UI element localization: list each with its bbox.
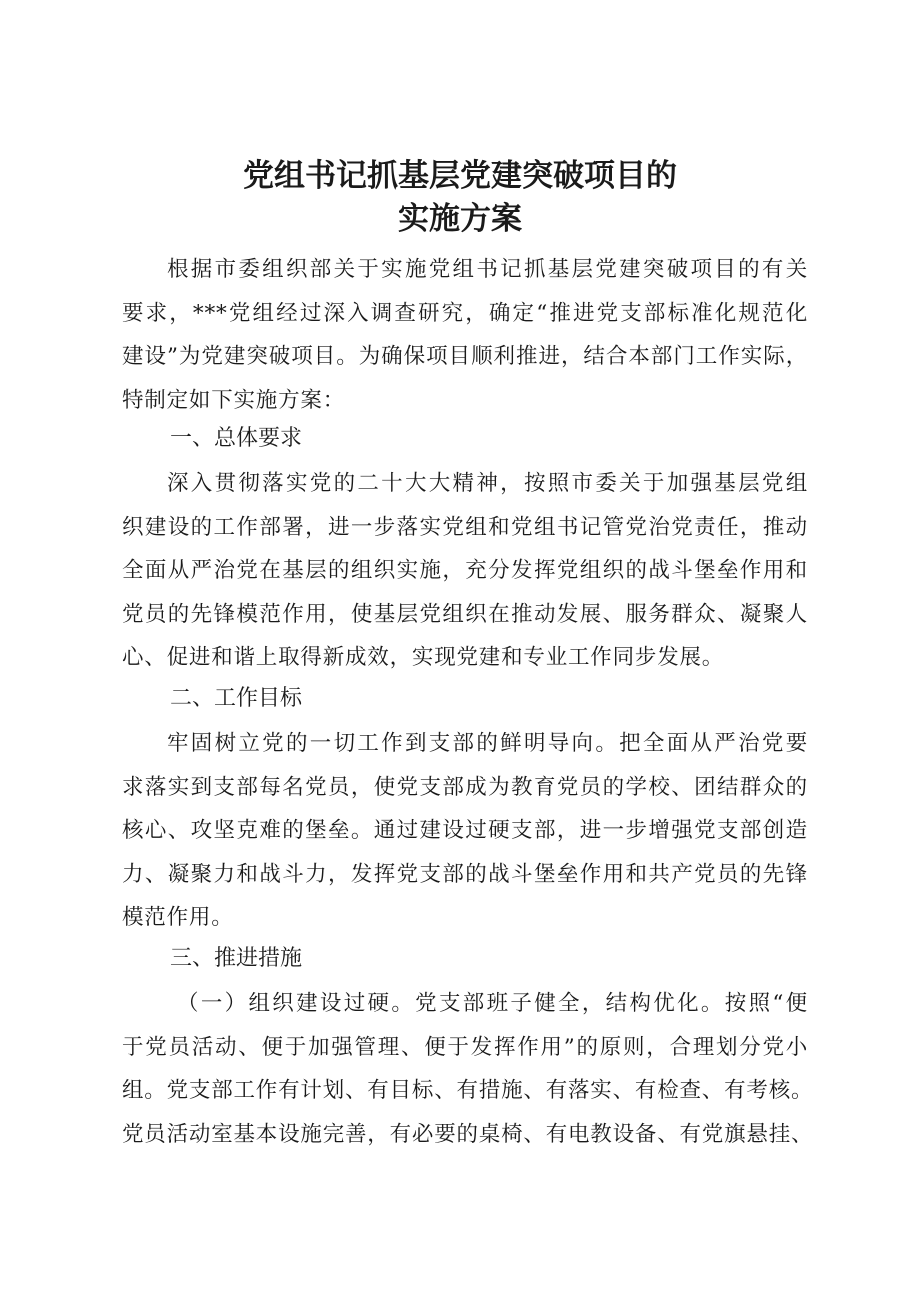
paragraph-line: 组。党支部工作有计划、有目标、有措施、有落实、有检查、有考核。 bbox=[122, 1078, 814, 1104]
paragraph-line: 全面从严治党在基层的组织实施，充分发挥党组织的战斗堡垒作用和 bbox=[122, 558, 808, 584]
paragraph-line: 特制定如下实施方案： bbox=[122, 387, 346, 413]
paragraph-line: 根据市委组织部关于实施党组书记抓基层党建突破项目的有关 bbox=[167, 257, 808, 282]
paragraph-line: 心、促进和谐上取得新成效，实现党建和专业工作同步发展。 bbox=[122, 645, 725, 671]
section3-paragraph bbox=[122, 982, 814, 1156]
paragraph-line: 织建设的工作部署，进一步落实党组和党组书记管党治党责任，推动 bbox=[122, 514, 808, 540]
intro-paragraph bbox=[122, 248, 808, 422]
paragraph-line: 核心、攻坚克难的堡垒。通过建设过硬支部，进一步增强党支部创造 bbox=[122, 818, 808, 844]
paragraph-line: 模范作用。 bbox=[122, 905, 234, 931]
paragraph-line: （一）组织建设过硬。党支部班子健全，结构优化。按照“便 bbox=[177, 991, 808, 1016]
section1-paragraph bbox=[122, 462, 808, 680]
paragraph-line: 建设”为党建突破项目。为确保项目顺利推进，结合本部门工作实际， bbox=[122, 344, 808, 370]
section-heading-1: 一、总体要求 bbox=[170, 426, 303, 451]
paragraph-line: 党员的先锋模范作用，使基层党组织在推动发展、服务群众、凝聚人 bbox=[122, 601, 808, 627]
paragraph-line: 于党员活动、便于加强管理、便于发挥作用”的原则，合理划分党小 bbox=[122, 1034, 808, 1060]
section-heading-2: 二、工作目标 bbox=[170, 686, 303, 711]
section-heading-3: 三、推进措施 bbox=[170, 946, 303, 971]
paragraph-line: 要求，***党组经过深入调查研究，确定“推进党支部标准化规范化 bbox=[122, 300, 808, 326]
document-title-line1: 党组书记抓基层党建突破项目的 bbox=[243, 158, 677, 194]
paragraph-line: 求落实到支部每名党员，使党支部成为教育党员的学校、团结群众的 bbox=[122, 774, 808, 800]
paragraph-line: 力、凝聚力和战斗力，发挥党支部的战斗堡垒作用和共产党员的先锋 bbox=[122, 861, 808, 887]
document-title-line2: 实施方案 bbox=[398, 201, 522, 237]
section2-paragraph bbox=[122, 722, 808, 940]
paragraph-line: 深入贯彻落实党的二十大大精神，按照市委关于加强基层党组 bbox=[167, 471, 808, 496]
paragraph-line: 牢固树立党的一切工作到支部的鲜明导向。把全面从严治党要 bbox=[167, 731, 808, 756]
paragraph-line: 党员活动室基本设施完善，有必要的桌椅、有电教设备、有党旗悬挂、 bbox=[122, 1121, 814, 1147]
